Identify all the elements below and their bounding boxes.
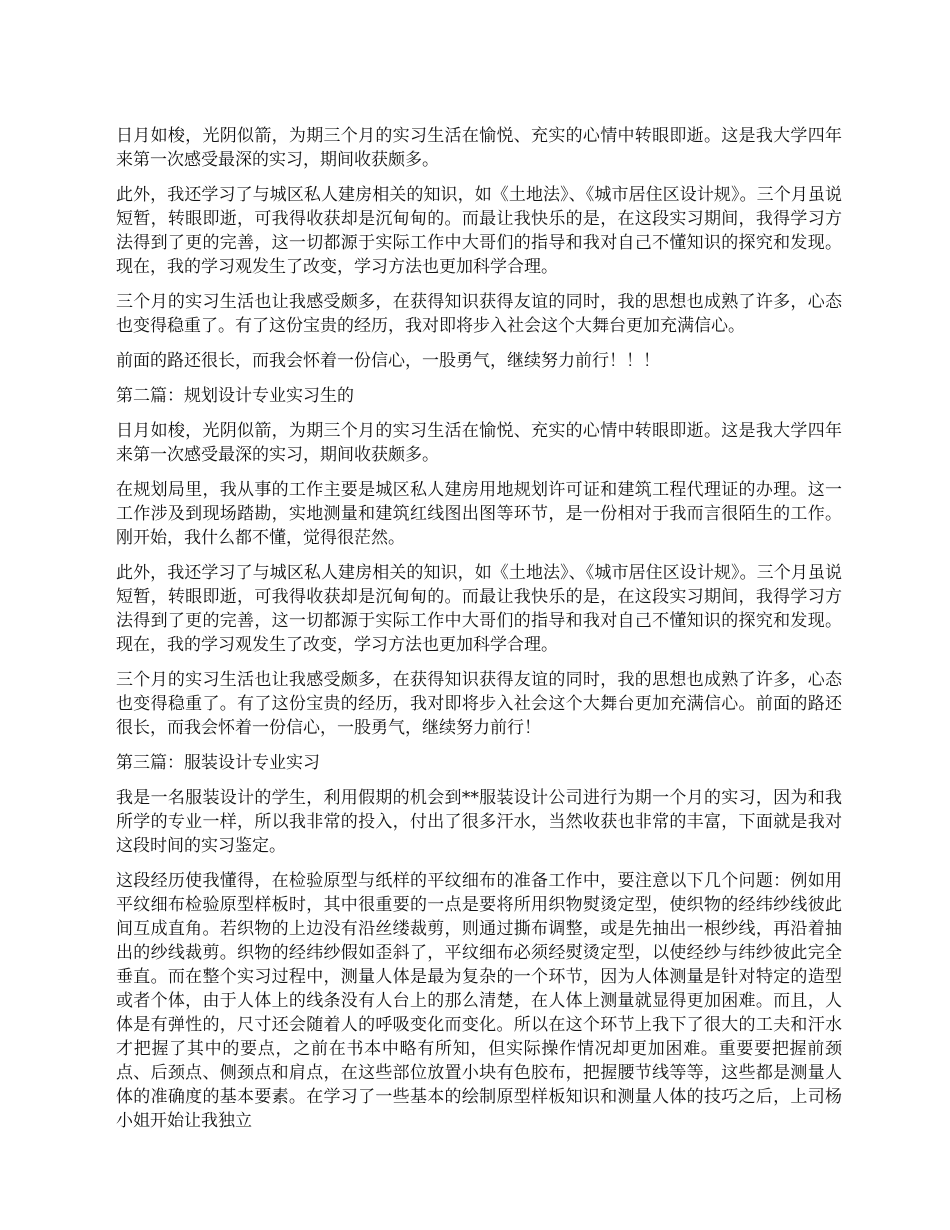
paragraph: 此外，我还学习了与城区私人建房相关的知识，如《土地法》、《城市居住区设计规》。三个月虽说短暂，转眼即逝，可我得收获却是沉甸甸的。而最让我快乐的是，在这段实习期间，我得学习方法得到了更的完善，这一切都源于实际工作中大哥们的指导和我对自己不懂知识的探究和发现。现在，我的学习观发生了改变，学习方法也更加科学合理。: [116, 185, 842, 277]
section-heading: 第二篇：规划设计专业实习生的: [116, 386, 354, 406]
paragraph: 三个月的实习生活也让我感受颇多，在获得知识获得友谊的同时，我的思想也成熟了许多，心态也变得稳重了。有了这份宝贵的经历，我对即将步入社会这个大舞台更加充满信心。: [116, 292, 842, 336]
paragraph: 日月如梭，光阴似箭，为期三个月的实习生活在愉悦、充实的心情中转眼即逝。这是我大学四年来第一次感受最深的实习，期间收获颇多。: [116, 421, 842, 465]
paragraph: 前面的路还很长，而我会怀着一份信心，一股勇气，继续努力前行！！！: [116, 351, 660, 371]
document-body: [116, 124, 842, 1144]
paragraph: 日月如梭，光阴似箭，为期三个月的实习生活在愉悦、充实的心情中转眼即逝。这是我大学四年来第一次感受最深的实习，期间收获颇多。: [116, 126, 842, 170]
section-heading: 第三篇：服装设计专业实习: [116, 753, 320, 773]
paragraph: 此外，我还学习了与城区私人建房相关的知识，如《土地法》、《城市居住区设计规》。三个月虽说短暂，转眼即逝，可我得收获却是沉甸甸的。而最让我快乐的是，在这段实习期间，我得学习方法得到了更的完善，这一切都源于实际工作中大哥们的指导和我对自己不懂知识的探究和发现。现在，我的学习观发生了改变，学习方法也更加科学合理。: [116, 563, 842, 655]
paragraph: 在规划局里，我从事的工作主要是城区私人建房用地规划许可证和建筑工程代理证的办理。这一工作涉及到现场踏勘，实地测量和建筑红线图出图等环节，是一份相对于我而言很陌生的工作。刚开始，我什么都不懂，觉得很茫然。: [116, 480, 842, 548]
paragraph: 我是一名服装设计的学生，利用假期的机会到**服装设计公司进行为期一个月的实习，因为和我所学的专业一样，所以我非常的投入，付出了很多汗水，当然收获也非常的丰富，下面就是我对这段时间的实习鉴定。: [116, 788, 842, 856]
paragraph: 这段经历使我懂得，在检验原型与纸样的平纹细布的准备工作中，要注意以下几个问题：例如用平纹细布检验原型样板时，其中很重要的一点是要将所用织物熨烫定型，使织物的经纬纱线彼此间互成直角。若织物的上边没有沿丝缕裁剪，则通过撕布调整，或是先抽出一根纱线，再沿着抽出的纱线裁剪。织物的经纬纱假如歪斜了，平纹细布必须经熨烫定型，以使经纱与纬纱彼此完全垂直。而在整个实习过程中，测量人体是最为复杂的一个环节，因为人体测量是针对特定的造型或者个体，由于人体上的线条没有人台上的那么清楚，在人体上测量就显得更加困难。而且，人体是有弹性的，尺寸还会随着人的呼吸变化而变化。所以在这个环节上我下了很大的工夫和汗水才把握了其中的要点，之前在书本中略有所知，但实际操作情况却更加困难。重要要把握前颈点、后颈点、侧颈点和肩点，在这些部位放置小块有色胶布，把握腰节线等等，这些都是测量人体的准确度的基本要素。在学习了一些基本的绘制原型样板知识和测量人体的技巧之后，上司杨小姐开始让我独立: [116, 871, 842, 1131]
paragraph: 三个月的实习生活也让我感受颇多，在获得知识获得友谊的同时，我的思想也成熟了许多，心态也变得稳重了。有了这份宝贵的经历，我对即将步入社会这个大舞台更加充满信心。前面的路还很长，而我会怀着一份信心，一股勇气，继续努力前行！: [116, 670, 842, 738]
